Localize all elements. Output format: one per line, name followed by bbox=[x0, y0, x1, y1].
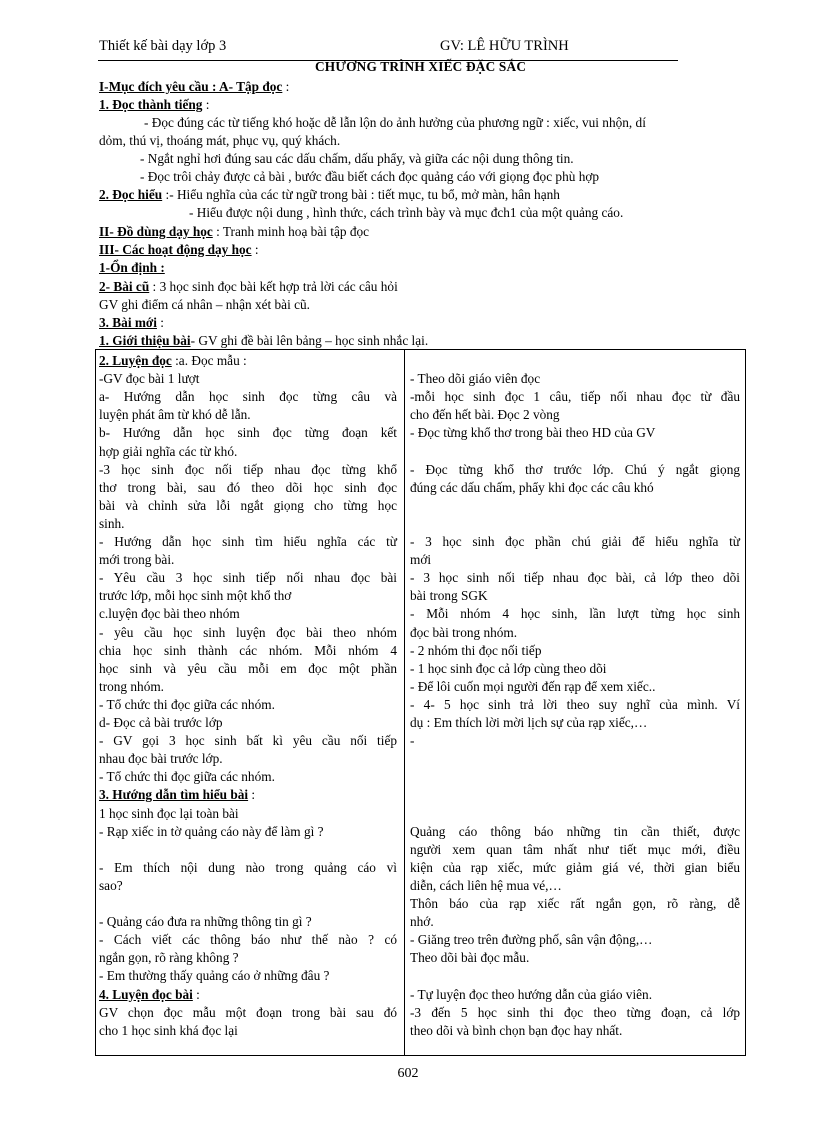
table-text: -GV đọc bài 1 lượt bbox=[99, 371, 200, 387]
student-line bbox=[410, 678, 655, 696]
table-text: dụ : Em thích lời mời lịch sự của rạp xiếc,… bbox=[410, 715, 648, 730]
student-line bbox=[410, 823, 740, 841]
table-text: diễn, cách liên hệ mua vé,… bbox=[410, 877, 562, 893]
table-text: d- Đọc cả bài trước lớp bbox=[99, 715, 223, 730]
table-text: thơ trong bài, sau đó theo dõi học sinh đọc bbox=[99, 479, 397, 495]
table-text: - Yêu cầu 3 học sinh tiếp nối nhau đọc bài bbox=[99, 570, 397, 586]
teacher-line bbox=[99, 370, 199, 388]
table-text: - GV gọi 3 học sinh bất kì yêu cầu nối tiếp bbox=[99, 733, 397, 749]
table-text: - Giăng treo trên đường phố, sân vận động,… bbox=[410, 932, 653, 948]
student-line bbox=[410, 931, 652, 949]
table-text: a- Hướng dẫn học sinh đọc từng câu và bbox=[99, 389, 397, 405]
table-text: -mỗi học sinh đọc 1 câu, tiếp nối nhau đọc từ đầu bbox=[410, 389, 740, 405]
teacher-line bbox=[99, 1022, 238, 1040]
student-line bbox=[410, 533, 740, 551]
teacher-line bbox=[99, 768, 275, 786]
teacher-line bbox=[99, 1004, 397, 1022]
teacher-line bbox=[99, 931, 397, 949]
student-line bbox=[410, 370, 540, 388]
teacher-line bbox=[99, 714, 223, 732]
table-text: đọc bài trong nhóm. bbox=[410, 624, 518, 640]
student-line bbox=[410, 714, 647, 732]
section-3-1: 1-Ổn định : bbox=[99, 260, 165, 275]
table-text: - Đọc từng khổ thơ trước lớp. Chú ý ngắt giọng bbox=[410, 461, 740, 477]
table-text: GV chọn đọc mẫu một đoạn trong bài sau đó bbox=[99, 1004, 397, 1020]
teacher-line bbox=[99, 750, 223, 768]
student-line bbox=[410, 841, 740, 859]
teacher-line bbox=[99, 678, 164, 696]
table-text: - Rạp xiếc in tờ quảng cáo này để làm gì ? bbox=[99, 823, 324, 839]
teacher-line bbox=[99, 967, 329, 985]
teacher-line bbox=[99, 406, 251, 424]
table-text: - yêu cầu học sinh luyện đọc bài theo nhóm bbox=[99, 624, 397, 640]
table-text: luyện phát âm từ khó dễ lẫn. bbox=[99, 407, 251, 423]
table-text: - Theo dõi giáo viên đọc bbox=[410, 371, 541, 387]
student-line bbox=[410, 479, 654, 497]
table-text: - Mỗi nhóm 4 học sinh, lần lượt từng học sinh bbox=[410, 606, 740, 622]
table-text: 1 học sinh đọc lại toàn bài bbox=[99, 805, 239, 821]
table-text: người xem quan tâm nhất như tiết mục mới, điều bbox=[410, 841, 740, 857]
student-line bbox=[410, 913, 434, 931]
table-text: chia học sinh thành các nhóm. Mỗi nhóm 4 bbox=[99, 642, 397, 658]
table-text: sao? bbox=[99, 877, 123, 893]
teacher-line bbox=[99, 515, 125, 533]
table-text: - 3 học sinh đọc phần chú giải để hiểu nghĩa từ bbox=[410, 534, 740, 549]
table-text: c.luyện đọc bài theo nhóm bbox=[99, 606, 240, 622]
student-line bbox=[410, 1004, 740, 1022]
teacher-line bbox=[99, 986, 200, 1004]
table-text: kiện của rạp xiếc, mức giảm giá vé, thời gian biểu bbox=[410, 859, 740, 875]
teacher-line bbox=[99, 479, 397, 497]
student-line bbox=[410, 895, 740, 913]
table-text: nhớ. bbox=[410, 914, 434, 930]
teacher-line bbox=[99, 443, 237, 461]
teacher-line bbox=[99, 497, 397, 515]
student-line bbox=[410, 388, 740, 406]
teacher-line bbox=[99, 461, 397, 479]
section-1-heading: I-Mục đích yêu cầu : A- Tập đọc : bbox=[99, 79, 290, 94]
student-line bbox=[410, 696, 740, 714]
header-left: Thiết kế bài dạy lớp 3 bbox=[99, 38, 227, 54]
table-text: Theo dõi bài đọc mẫu. bbox=[410, 950, 530, 966]
student-line bbox=[410, 406, 560, 424]
table-text: - Tổ chức thi đọc giữa các nhóm. bbox=[99, 769, 275, 785]
table-text: - Hướng dẫn học sinh tìm hiểu nghĩa các từ bbox=[99, 534, 397, 549]
student-line bbox=[410, 461, 740, 479]
table-text: -3 học sinh đọc nối tiếp nhau đọc từng khổ bbox=[99, 461, 397, 477]
table-text: - Đọc từng khổ thơ trong bài theo HD của GV bbox=[410, 425, 656, 441]
table-text: -3 đến 5 học sinh thi đọc theo từng đoạn, cả lớp bbox=[410, 1004, 740, 1020]
student-line bbox=[410, 949, 529, 967]
table-text: - Em thích nội dung nào trong quảng cáo vì bbox=[99, 859, 397, 875]
teacher-line bbox=[99, 786, 255, 804]
student-line bbox=[410, 642, 541, 660]
teacher-line bbox=[99, 642, 397, 660]
table-text: - 2 nhóm thi đọc nối tiếp bbox=[410, 642, 542, 658]
table-text: - Cách viết các thông báo như thế nào ? có bbox=[99, 932, 397, 948]
section-3-heading: III- Các hoạt động dạy học : bbox=[99, 242, 259, 257]
student-line bbox=[410, 624, 517, 642]
paragraph-line: - Đọc đúng các từ tiếng khó hoặc dễ lẫn lộn do ảnh hưởng của phương ngữ : xiếc, vui nhộn, dí bbox=[144, 115, 646, 130]
table-text: - Em thường thấy quảng cáo ở những đâu ? bbox=[99, 968, 330, 984]
student-line bbox=[410, 877, 562, 895]
student-line bbox=[410, 424, 655, 442]
table-text: : bbox=[248, 787, 256, 803]
section-1-1-heading: 1. Đọc thành tiếng : bbox=[99, 97, 210, 112]
table-text: - Quảng cáo đưa ra những thông tin gì ? bbox=[99, 914, 312, 930]
student-line bbox=[410, 1022, 622, 1040]
table-text: học sinh và yêu cầu mỗi em đọc một phần bbox=[99, 660, 397, 676]
table-column-divider bbox=[404, 349, 405, 1056]
table-subheading: 3. Hướng dẫn tìm hiểu bài bbox=[99, 787, 249, 803]
table-text: cho 1 học sinh khá đọc lại bbox=[99, 1022, 238, 1038]
teacher-line bbox=[99, 696, 275, 714]
table-text: :a. Đọc mẫu : bbox=[171, 353, 247, 368]
teacher-line bbox=[99, 859, 397, 877]
table-text: - Tự luyện đọc theo hướng dẫn của giáo viên. bbox=[410, 986, 653, 1002]
table-text: - bbox=[410, 733, 415, 749]
teacher-line bbox=[99, 624, 397, 642]
teacher-line bbox=[99, 913, 312, 931]
table-text: bài trong SGK bbox=[410, 588, 488, 604]
table-text: hợp giải nghĩa các từ khó. bbox=[99, 443, 238, 459]
teacher-line bbox=[99, 732, 397, 750]
teacher-line bbox=[99, 424, 397, 442]
section-2: II- Đồ dùng dạy học : Tranh minh hoạ bài tập đọc bbox=[99, 224, 370, 239]
table-text: nhau đọc bài trước lớp. bbox=[99, 751, 223, 767]
student-line bbox=[410, 587, 488, 605]
teacher-line bbox=[99, 533, 397, 551]
table-text: ngắn gọn, rõ ràng không ? bbox=[99, 950, 239, 966]
table-text: trước lớp, mỗi học sinh một khổ thơ bbox=[99, 588, 292, 604]
teacher-line bbox=[99, 949, 239, 967]
table-text: - Để lôi cuốn mọi người đến rạp để xem xiếc.. bbox=[410, 678, 656, 694]
teacher-line bbox=[99, 805, 239, 823]
teacher-line bbox=[99, 877, 123, 895]
paragraph-line: - Đọc trôi chảy được cả bài , bước đầu biết cách đọc quảng cáo với giọng đọc phù hợp bbox=[140, 169, 600, 184]
student-line bbox=[410, 859, 740, 877]
student-line bbox=[410, 605, 740, 623]
table-text: cho đến hết bài. Đọc 2 vòng bbox=[410, 407, 560, 423]
table-text: mới bbox=[410, 552, 432, 568]
teacher-line bbox=[99, 551, 174, 569]
table-text: - Tổ chức thi đọc giữa các nhóm. bbox=[99, 696, 275, 712]
teacher-line bbox=[99, 660, 397, 678]
student-line bbox=[410, 660, 606, 678]
paragraph-line: dỏm, thú vị, thoáng mát, phục vụ, quý khách. bbox=[99, 133, 341, 148]
table-text: theo dõi và bình chọn bạn đọc hay nhất. bbox=[410, 1022, 623, 1038]
paragraph-line: - Hiểu được nội dung , hình thức, cách trình bày và mục đch1 của một quảng cáo. bbox=[189, 205, 624, 220]
table-subheading: 4. Luyện đọc bài bbox=[99, 986, 193, 1002]
table-text: - 1 học sinh đọc cả lớp cùng theo dõi bbox=[410, 660, 607, 676]
table-text: mới trong bài. bbox=[99, 552, 175, 568]
student-line bbox=[410, 569, 740, 587]
section-1-2: 2. Đọc hiểu :- Hiểu nghĩa của các từ ngữ trong bài : tiết mục, tu bổ, mở màn, hân hạnh bbox=[99, 187, 560, 202]
table-text: sinh. bbox=[99, 515, 125, 531]
table-text: bài và chỉnh sửa lỗi ngắt giọng cho từng học bbox=[99, 497, 397, 513]
teacher-line bbox=[99, 823, 324, 841]
teacher-line bbox=[99, 605, 240, 623]
teacher-line bbox=[99, 587, 291, 605]
section-3-3-1: 1. Giới thiệu bài- GV ghi đề bài lên bảng – học sinh nhắc lại. bbox=[99, 333, 429, 348]
teacher-line bbox=[99, 388, 397, 406]
table-text: Thôn báo của rạp xiếc rất ngắn gọn, rõ ràng, dễ bbox=[410, 896, 740, 911]
table-text: b- Hướng dẫn học sinh đọc từng đoạn kết bbox=[99, 425, 397, 441]
paragraph-line: - Ngắt nghỉ hơi đúng sau các dấu chấm, dấu phẩy, và giữa các nội dung thông tin. bbox=[140, 151, 574, 166]
section-3-3: 3. Bài mới : bbox=[99, 315, 164, 330]
section-3-2: 2- Bài cũ : 3 học sinh đọc bài kết hợp trả lời các câu hỏi bbox=[99, 279, 398, 294]
table-text: - 4- 5 học sinh trả lời theo suy nghĩ của mình. Ví bbox=[410, 696, 740, 712]
table-text: - 3 học sinh nối tiếp nhau đọc bài, cả lớp theo dõi bbox=[410, 570, 740, 586]
student-line bbox=[410, 732, 414, 750]
table-subheading: 2. Luyện đọc bbox=[99, 353, 172, 368]
table-text: Quảng cáo thông báo những tin cần thiết, được bbox=[410, 823, 740, 839]
page-number: 602 bbox=[397, 1066, 419, 1081]
student-line bbox=[410, 551, 431, 569]
lesson-title: CHƯƠNG TRÌNH XIẾC ĐẶC SẮC bbox=[315, 59, 527, 74]
table-text: trong nhóm. bbox=[99, 678, 165, 694]
student-line bbox=[410, 986, 652, 1004]
table-text: : bbox=[192, 986, 200, 1002]
header-right: GV: LÊ HỮU TRÌNH bbox=[440, 38, 569, 54]
paragraph-line: GV ghi điểm cá nhân – nhận xét bài cũ. bbox=[99, 297, 310, 312]
teacher-line bbox=[99, 352, 247, 370]
table-text: đúng các dấu chấm, phẩy khi đọc các câu khó bbox=[410, 479, 654, 495]
teacher-line bbox=[99, 569, 397, 587]
